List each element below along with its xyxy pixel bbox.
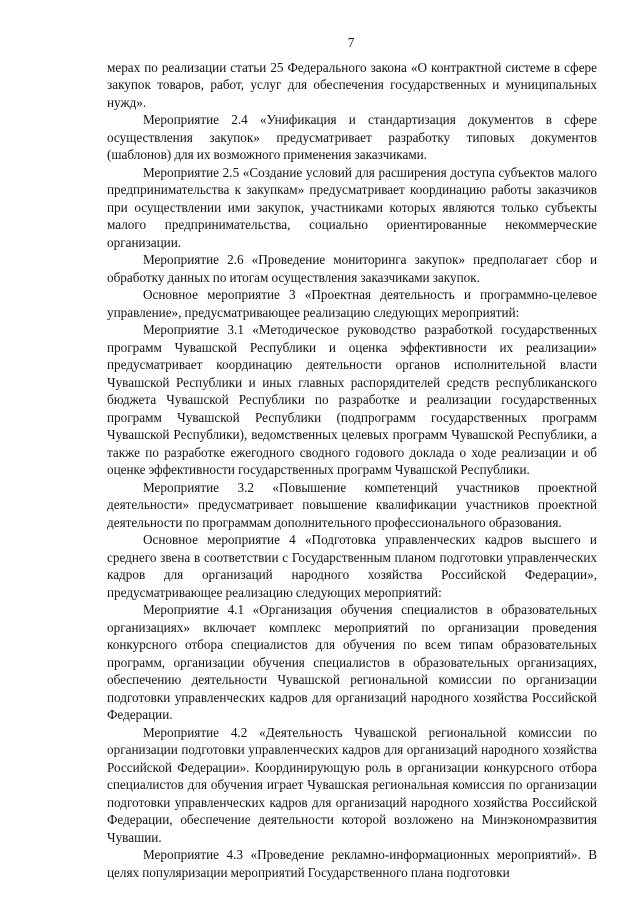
paragraph: Основное мероприятие 4 «Подготовка управленческих кадров высшего и среднего звена в соответствии с Государственным планом подготовки управленческих кадров для организаций народного хозяйства Российской Федерации», предусматривающее реализацию следующих мероприятий:: [107, 532, 597, 600]
paragraph: Мероприятие 3.2 «Повышение компетенций участников проектной деятельности» предусматривает повышение квалификации участников проектной деятельности по программам дополнительного профессионального образования.: [107, 479, 597, 530]
paragraph: Мероприятие 4.2 «Деятельность Чувашской региональной комиссии по организации подготовки управленческих кадров для организаций народного хозяйства Российской Федерации». Координирующую роль в организации конкурсного отбора специалистов для обучения играет Чувашская региональная комиссия по организации подготовки управленческих кадров для организаций народного хозяйства Российской Федерации, обеспечение деятельности которой возложено на Минэкономразвития Чувашии.: [107, 724, 597, 845]
paragraph: Мероприятие 4.1 «Организация обучения специалистов в образовательных организациях» включает комплекс мероприятий по организации проведения конкурсного отбора специалистов для обучения по всем типам образовательных программ, организации обучения специалистов в образовательных организациях, обеспечению деятельности Чувашской региональной комиссии по организации подготовки управленческих кадров для организаций народного хозяйства Российской Федерации.: [107, 602, 597, 722]
paragraph: Мероприятие 2.4 «Унификация и стандартизация документов в сфере осуществления закупок» предусматривает разработку типовых документов (шаблонов) для их возможного применения заказчиками.: [107, 112, 597, 162]
paragraph: Основное мероприятие 3 «Проектная деятельность и программно-целевое управление», предусматривающее реализацию следующих мероприятий:: [107, 287, 597, 320]
paragraph: Мероприятие 3.1 «Методическое руководство разработкой государственных программ Чувашской Республики и оценка эффективности их реализации» предусматривает координацию деятельности органов исполнительной власти Чувашской Республики и иных главных распорядителей средств республиканского бюджета Чувашской Республики по разработке и реализации государственных программ Чувашской Республики (подпрограмм государственных программ Чувашской Республики), ведомственных целевых программ Чувашской Республики, а также по разработке ежегодного сводного годового доклада о ходе реализации и об оценке эффективности государственных программ Чувашской Республики.: [107, 322, 597, 477]
paragraph: Мероприятие 2.6 «Проведение мониторинга закупок» предполагает сбор и обработку данных по итогам осуществления заказчиками закупок.: [107, 252, 597, 285]
paragraph: мерах по реализации статьи 25 Федерального закона «О контрактной системе в сфере закупок товаров, работ, услуг для обеспечения государственных и муниципальных нужд».: [107, 59, 597, 110]
page-number: 7: [347, 35, 355, 50]
document-page: [107, 34, 597, 881]
paragraph: Мероприятие 2.5 «Создание условий для расширения доступа субъектов малого предпринимательства к закупкам» предусматривает координацию работы заказчиков при осуществлении ими закупок, участниками которых являются только субъекты малого предпринимательства, социально ориентированные некоммерческие организации.: [107, 164, 597, 250]
paragraph: Мероприятие 4.3 «Проведение рекламно-информационных мероприятий». В целях популяризации мероприятий Государственного плана подготовки: [107, 847, 597, 880]
